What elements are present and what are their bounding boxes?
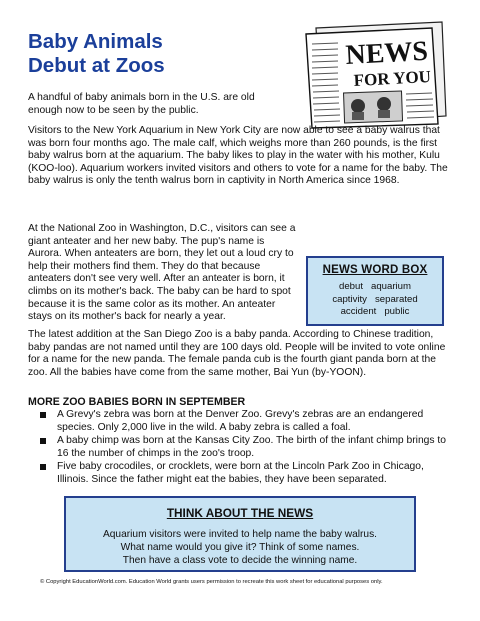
section-heading: MORE ZOO BABIES BORN IN SEPTEMBER: [28, 396, 246, 408]
anteater-paragraph: At the National Zoo in Washington, D.C., visitors can see a giant anteater and her new baby. The pup's name is Aurora. When anteaters are born, they let out a loud cry to help their mothers find them. They do that because anteaters don't see very well. After an anteater is born, it climbs on its mother's back. The baby can be hard to spot because it is the same color as its mother. An anteater stays on its mother's back for nearly a year.: [28, 223, 296, 323]
think-title: THINK ABOUT THE NEWS: [166, 506, 314, 520]
bullet-square: [40, 438, 46, 444]
list-item: [40, 409, 452, 434]
bullet-text: A Grevy's zebra was born at the Denver Zoo. Grevy's zebras are an endangered species. Only 2,000 live in the wild. A baby zebra is called a foal.: [57, 409, 424, 433]
logo-news-text: NEWS: [344, 35, 429, 71]
list-item: [40, 435, 452, 460]
bullet-text: A baby chimp was born at the Kansas City Zoo. The birth of the infant chimp brings to 16 the number of chimps in the zoo's troop.: [57, 435, 447, 459]
bullet-text: Five baby crocodiles, or crocklets, were born at the Lincoln Park Zoo in Chicago, Illinois. Since the father might eat the babies, they have been separated.: [57, 461, 424, 485]
word-accident: accident: [340, 306, 377, 317]
word-captivity: captivity: [332, 293, 367, 305]
word-aquarium: aquarium: [371, 281, 411, 292]
think-line-1: Aquarium visitors were invited to help name the baby walrus.: [102, 529, 378, 540]
word-box-title: NEWS WORD BOX: [322, 264, 428, 276]
title-line-1: Baby Animals: [28, 30, 163, 53]
bullet-square: [40, 412, 46, 418]
logo-for-you-text: FOR YOU: [353, 66, 432, 90]
word-public: public: [384, 306, 410, 317]
think-line-2: What name would you give it? Think of some names.: [120, 541, 360, 553]
panda-paragraph: The latest addition at the San Diego Zoo is a baby panda. According to Chinese tradition, baby pandas are not named until they are 100 days old. People will be invited to vote online for a name for the new panda. The female panda cub is the fourth giant panda born at the zoo. All the babies have come from the same mother, Bai Yun (by-YOON).: [28, 329, 446, 378]
bullet-square: [40, 464, 46, 470]
word-debut: debut: [338, 281, 363, 292]
think-body: [66, 529, 414, 567]
list-item: [40, 461, 452, 486]
title-line-2: Debut at Zoos: [28, 54, 165, 77]
walrus-paragraph: Visitors to the New York Aquarium in New York City are now able to see a baby walrus that was born four months ago. The male calf, which weighs more than 260 pounds, is the first baby walrus born at the aquarium. The baby likes to play in the water with his mother, Kulu (KOO-loo). Aquarium workers invited visitors and others to vote for a name for the baby. The baby walrus is only the tenth walrus born in captivity in North America since 1968.: [28, 125, 448, 187]
copyright-footer: © Copyright EducationWorld.com. Education World grants users permission to recreate this work sheet for educational purposes only.: [40, 579, 383, 585]
word-separated: separated: [374, 293, 418, 305]
word-box-words: [308, 281, 442, 319]
think-line-3: Then have a class vote to decide the winning name.: [122, 554, 358, 566]
page-title: [28, 30, 278, 78]
intro-paragraph: A handful of baby animals born in the U.S. are old enough now to be seen by the public.: [28, 92, 255, 116]
news-word-box: [306, 256, 444, 326]
think-about-the-news-box: [64, 496, 416, 572]
news-for-you-logo: [302, 20, 448, 130]
